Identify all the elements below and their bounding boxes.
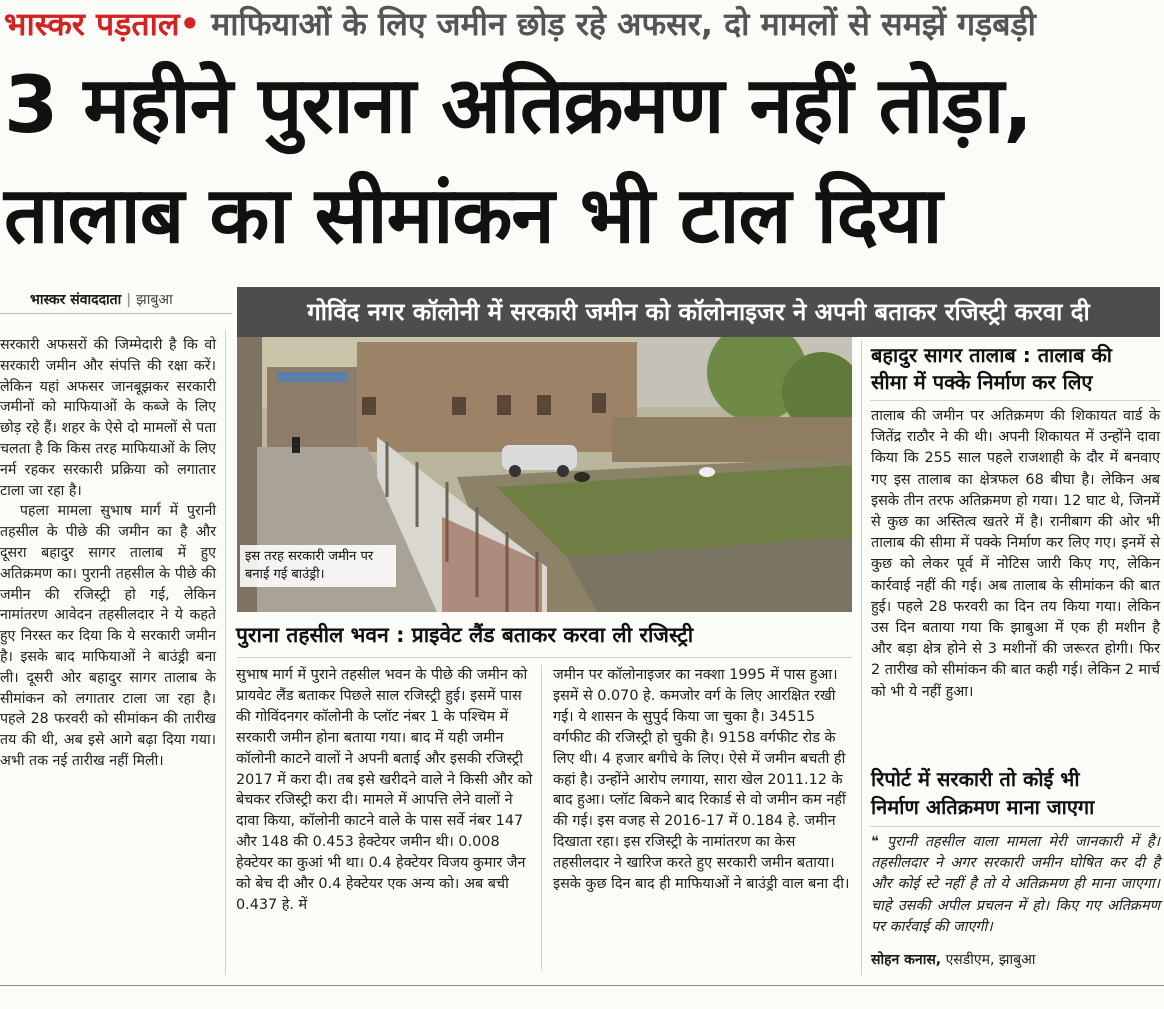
section3-heading-line-1: रिपोर्ट में सरकारी तो कोई भी — [871, 767, 1080, 791]
section2-rule — [870, 400, 1160, 401]
left-para-2: पहला मामला सुभाष मार्ग में पुरानी तहसील के पीछे की जमीन का है और दूसरा बहादुर सागर तालाब में हुए अतिक्रमण का। पुरानी तहसील के पीछे की जमीन की रजिस्ट्री हो गई, लेकिन नामांतरण आवेदन तहसीलदार ने ये कहते हुए निरस्त कर दिया कि ये सरकारी जमीन है। इसके बाद माफियाओं ने बाउंड्री बना ली। दूसरी ओर बहादुर सागर तालाब के सीमांकन को लगातार टाला जा रहा है। पहले 28 फरवरी को सीमांकन की तारीख तय की थी, अब इसे आगे बढ़ा दिया गया। अभी तक नई तारीख नहीं मिली। — [0, 503, 216, 769]
byline — [30, 290, 173, 309]
section2-heading-line-2: सीमा में पक्के निर्माण कर लिए — [871, 370, 1093, 394]
section1-col-1: सुभाष मार्ग में पुराने तहसील भवन के पीछे की जमीन को प्रायवेट लैंड बताकर पिछले साल रजिस्ट्री हुई। इसमें पास की गोविंदनगर कॉलोनी के प्लॉट नंबर 1 के पश्चिम में सरकारी जमीन होना बताया गया। बाद में यही जमीन कॉलोनी काटने वालों ने अपनी बताई और इसकी रजिस्ट्री 2017 में करा दी। तब इसे खरीदने वाले ने किसी और को बेचकर रजिस्ट्री करा दी। मामले में आपत्ति लेने वालों ने दावा किया, कॉलोनी काटने वाले के पास सर्वे नंबर 147 और 148 की 0.453 हेक्टेयर जमीन थी। 0.008 हेक्टेयर का कुआं भी था। 0.4 हेक्टेयर विजय कुमार जैन को बेच दी और 0.4 हेक्टेयर एक अन्य को। अब बची 0.437 हे. में — [236, 667, 533, 913]
byline-place: झाबुआ — [136, 292, 173, 308]
section3-heading-line-2: निर्माण अतिक्रमण माना जाएगा — [871, 795, 1095, 819]
headline-line-1: 3 महीने पुराना अतिक्रमण नहीं तोड़ा, — [4, 61, 1032, 151]
section3-quote: पुरानी तहसील वाला मामला मेरी जानकारी में है। तहसीलदार ने अगर सरकारी जमीन घोषित कर दी है और कोई स्टे नहीं है तो ये अतिक्रमण ही माना जाएगा। चाहे उसकी अपील प्रचलन में हो। किए गए अतिक्रमण पर कार्रवाई की जाएगी। — [871, 834, 1160, 935]
section1-col-2: जमीन पर कॉलोनाइजर का नक्शा 1995 में पास हुआ। इसमें से 0.070 हे. कमजोर वर्ग के लिए आरक्षित रखी गई। ये शासन के सुपुर्द किया जा चुका है। 34515 वर्गफीट की रजिस्ट्री हो चुकी है। 9158 वर्गफीट रोड के लिए थी। 4 हजार बगीचे के लिए। ऐसे में जमीन बचती ही कहां है। उन्होंने आरोप लगाया, सारा खेल 2011.12 के बाद हुआ। प्लॉट बिकने बाद रिकार्ड से वो जमीन कम नहीं की गई। इस वजह से 2016-17 में 0.184 हे. जमीन दिखाता रहा। इस रजिस्ट्री के नामांतरण का केस तहसीलदार ने खारिज करते हुए सरकारी जमीन बताया। इसके कुछ दिन बाद ही माफियाओं ने बाउंड्री वाल बना दी। — [553, 667, 850, 893]
section3-signature — [871, 950, 1035, 969]
section2-heading — [871, 342, 1112, 396]
byline-reporter: भास्कर संवाददाता — [30, 292, 122, 308]
photo-caption: इस तरह सरकारी जमीन पर बनाई गई बाउंड्री। — [240, 545, 396, 587]
column-divider — [225, 330, 226, 975]
story-banner: गोविंद नगर कॉलोनी में सरकारी जमीन को कॉलोनाइजर ने अपनी बताकर रजिस्ट्री करवा दी — [237, 287, 1160, 337]
quote-icon: ❝ — [871, 834, 879, 850]
section1-col-divider — [541, 665, 542, 970]
byline-separator: | — [126, 292, 132, 308]
left-para-1: सरकारी अफसरों की जिम्मेदारी है कि वो सरकारी जमीन और संपत्ति की रक्षा करें। लेकिन यहां अफसर जानबूझकर सरकारी जमीनों को माफियाओं के कब्जे के लिए छोड़ रहे हैं। शहर के ऐसे दो मामलों से पता चलता है कि किस तरह माफियाओं के लिए नर्म रहकर सरकारी प्रक्रिया को लगातार टाला जा रहा है। — [0, 337, 216, 499]
section3-heading — [871, 765, 1094, 821]
byline-rule — [0, 313, 232, 314]
section2-body: तालाब की जमीन पर अतिक्रमण की शिकायत वार्ड के जितेंद्र राठौर ने की थी। अपनी शिकायत में उन्होंने दावा किया कि 255 साल पहले राजशाही के दौर में बनवाए गए इस तालाब का क्षेत्रफल 68 बीघा है। लेकिन अब इसके तीन तरफ अतिक्रमण हो गया। 12 घाट थे, जिनमें से कुछ का अस्तित्व खतरे में है। रानीबाग की ओर भी तालाब की सीमा में पक्के निर्माण कर लिए गए। इनमें से कुछ को लेकर पूर्व में नोटिस जारी किए गए, लेकिन कार्रवाई नहीं की गई। अब तालाब के सीमांकन की बात हुई। पहले 28 फरवरी का दिन तय किया गया। लेकिन उस दिन बताया गया कि झाबुआ में एक ही मशीन है और बड़ा क्षेत्र होने से 3 मशीनों की जरूरत होगी। फिर 2 तारीख को सीमांकन की बात कही गई। लेकिन 2 मार्च को भी ये नहीं हुआ। — [871, 408, 1160, 700]
headline-line-2: तालाब का सीमांकन भी टाल दिया — [4, 171, 942, 261]
section1-rule — [237, 657, 852, 658]
section3-quote-block — [871, 832, 1160, 938]
signature-name: सोहन कनास, — [871, 952, 942, 968]
signature-title: एसडीएम, झाबुआ — [945, 952, 1036, 968]
section1-heading: पुराना तहसील भवन : प्राइवेट लैंड बताकर करवा ली रजिस्ट्री — [236, 623, 694, 647]
kicker-line — [4, 2, 1036, 46]
kicker-tag: भास्कर पड़ताल — [4, 5, 180, 43]
section3-rule — [870, 826, 1160, 827]
kicker-subtitle: माफियाओं के लिए जमीन छोड़ रहे अफसर, दो मामलों से समझें गड़बड़ी — [211, 5, 1036, 43]
page-bottom-rule — [0, 985, 1164, 986]
left-column — [0, 335, 216, 772]
section2-heading-line-1: बहादुर सागर तालाब : तालाब की — [871, 343, 1112, 367]
right-column-divider — [861, 340, 862, 975]
kicker-bullet: • — [179, 5, 201, 43]
